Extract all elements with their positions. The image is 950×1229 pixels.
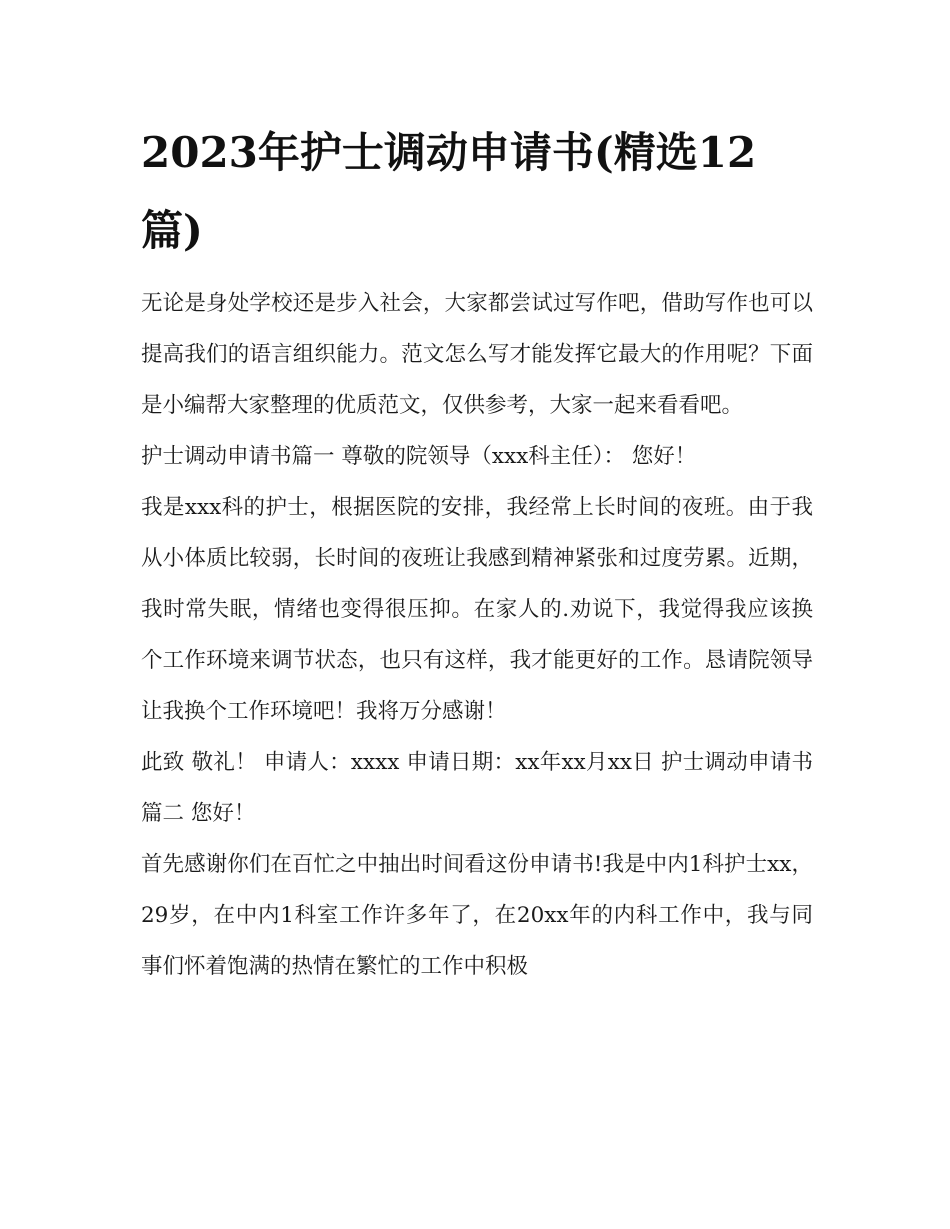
paragraph-letter-one-closing: 此致 敬礼！ 申请人：xxxx 申请日期：xx年xx月xx日 护士调动申请书篇二 您好！ (141, 750, 813, 826)
paragraph-letter-two-body: 首先感谢你们在百忙之中抽出时间看这份申请书!我是中内1科护士xx，29岁，在中内1科室工作许多年了，在20xx年的内科工作中，我与同事们怀着饱满的热情在繁忙的工作中积极 (141, 852, 813, 979)
paragraph-intro: 无论是身处学校还是步入社会，大家都尝试过写作吧，借助写作也可以提高我们的语言组织能力。范文怎么写才能发挥它最大的作用呢？下面是小编帮大家整理的优质范文，仅供参考，大家一起来看看吧。 (141, 291, 813, 418)
document-body (141, 278, 813, 992)
document-title: 2023年护士调动申请书(精选12篇) (141, 128, 757, 255)
paragraph-letter-one-salutation: 护士调动申请书篇一 尊敬的院领导（xxx科主任）： 您好！ (141, 444, 697, 469)
document-content (141, 114, 813, 992)
paragraph-letter-one-body: 我是xxx科的护士，根据医院的安排，我经常上长时间的夜班。由于我从小体质比较弱，长时间的夜班让我感到精神紧张和过度劳累。近期，我时常失眠，情绪也变得很压抑。在家人的.劝说下，我觉得我应该换个工作环境来调节状态，也只有这样，我才能更好的工作。恳请院领导让我换个工作环境吧！我将万分感谢！ (141, 495, 813, 724)
